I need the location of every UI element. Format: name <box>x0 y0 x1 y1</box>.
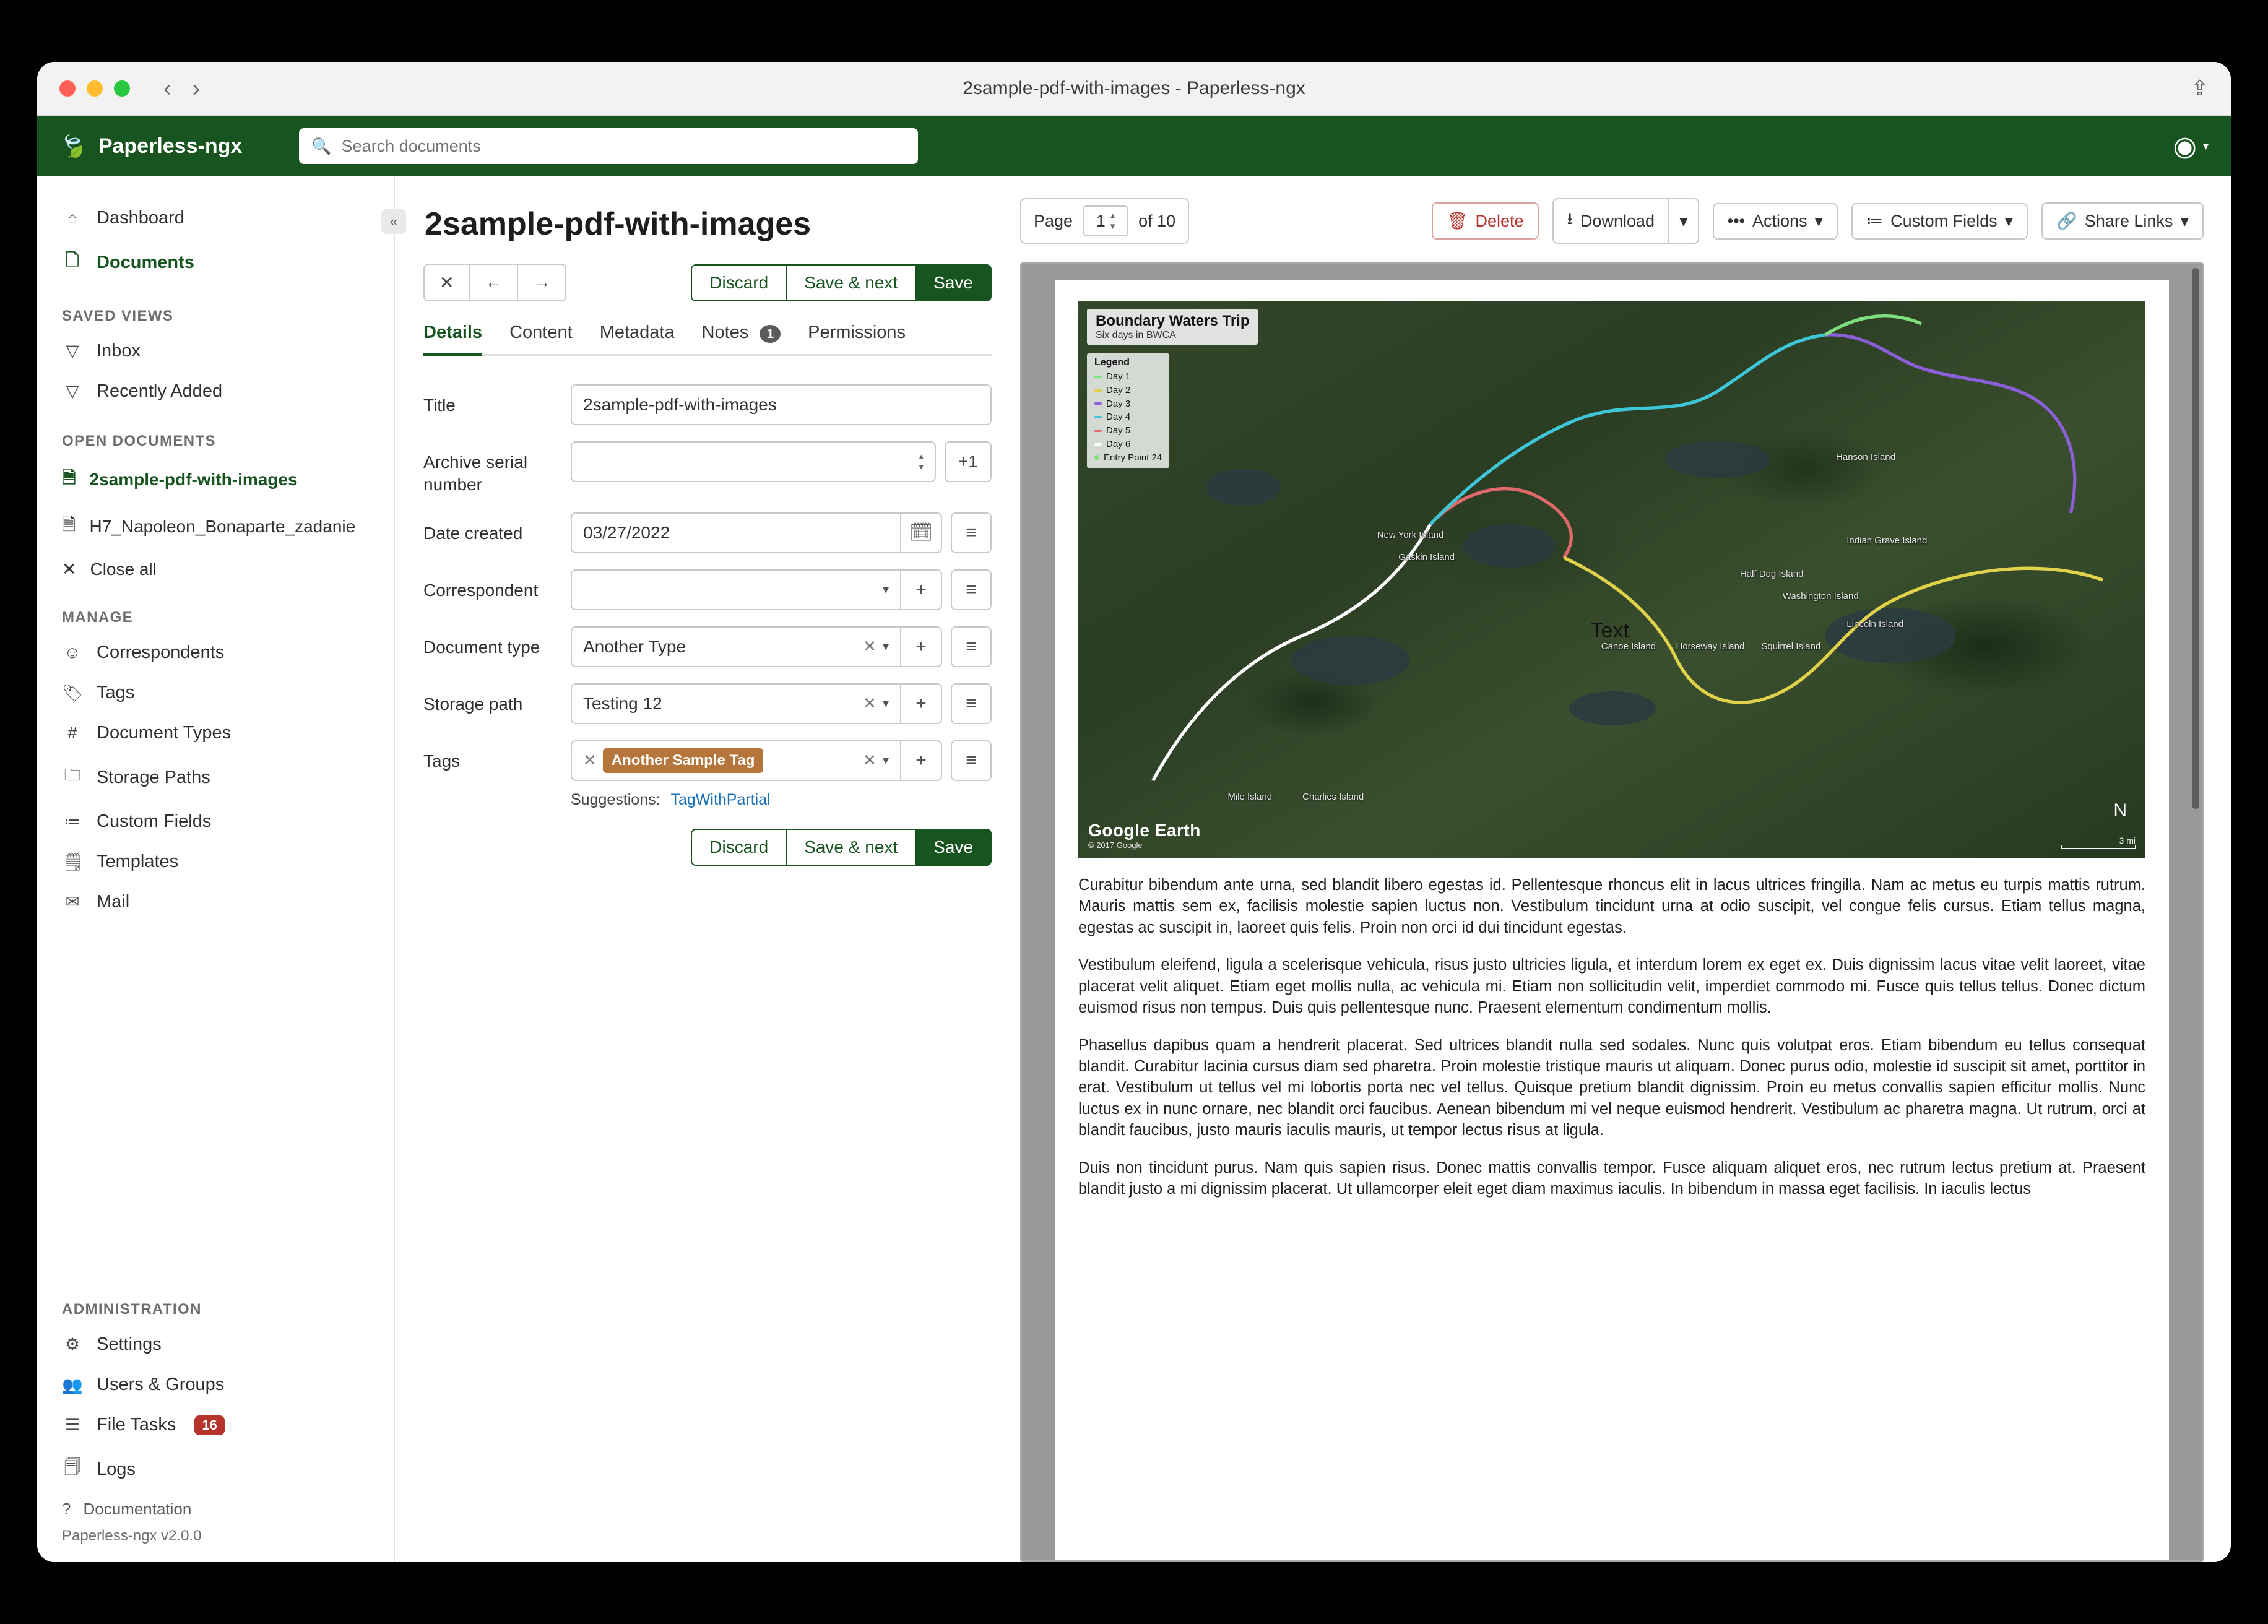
delete-label: Delete <box>1475 211 1524 230</box>
sidebar-item-label: Recently Added <box>97 381 223 401</box>
storage-path-value: Testing 12 <box>583 693 662 713</box>
sidebar-spacer <box>37 922 394 1280</box>
add-tag-button[interactable]: + <box>901 740 942 781</box>
search-box[interactable] <box>299 128 918 164</box>
add-correspondent-button[interactable]: + <box>901 569 942 610</box>
tab-content[interactable] <box>509 322 573 354</box>
browser-navigation[interactable] <box>163 77 200 100</box>
discard-button-bottom[interactable]: Discard <box>691 829 787 866</box>
map-routes <box>1078 301 2145 858</box>
app-body <box>37 176 2231 1562</box>
avatar-icon: ◉ <box>2173 131 2197 162</box>
field-tags-row <box>423 740 992 781</box>
sidebar-item-label: Document Types <box>97 723 232 743</box>
clear-icon[interactable]: ✕ <box>863 694 876 713</box>
maximize-window-button[interactable] <box>114 80 130 97</box>
editor-toolbar <box>423 264 992 301</box>
sidebar-item-label: Correspondents <box>97 642 225 662</box>
sidebar-item-label: Templates <box>97 852 179 871</box>
logs-icon: 🗐 <box>64 1458 81 1476</box>
map-overlay-text: Text <box>1590 619 1629 642</box>
legend-item: Day 3 <box>1106 398 1131 409</box>
sidebar-item-inbox[interactable] <box>37 331 394 371</box>
sidebar-item-label: Tags <box>97 683 135 702</box>
asn-input[interactable] <box>571 441 936 482</box>
users-icon: 👥 <box>62 1375 83 1394</box>
tab-label: Permissions <box>808 322 906 342</box>
calendar-icon[interactable]: 🗓 <box>901 512 942 553</box>
map-subtitle: Six days in BWCA <box>1096 330 1176 340</box>
sidebar-item-label: Dashboard <box>97 208 184 228</box>
help-icon: ? <box>62 1500 71 1518</box>
add-storage-path-button[interactable]: + <box>901 683 942 724</box>
compass-icon: N <box>2113 800 2127 821</box>
sidebar-collapse-button[interactable]: « <box>381 209 406 234</box>
map-label: Half Dog Island <box>1739 569 1804 579</box>
sidebar-open-doc-label: 2sample-pdf-with-images <box>89 470 298 489</box>
pdf-scrollbar-thumb[interactable] <box>2192 268 2199 809</box>
tab-metadata[interactable] <box>600 322 675 354</box>
pdf-paragraph: Curabitur bibendum ante urna, sed blandit libero egestas id. Pellentesque rhoncus elit in lacus ultrices fringilla. Nam ac metus eu turpis mattis rutrum. Mauris mattis sem ex, facilisis molestie sapien luctus non. Vestibulum tincidunt urna at odio suscipit, vel congue felis cursus. Etiam tellus magna, egestas ac suscipit in, laoreet quis felis. Proin non orci id dui tincidunt egestas. <box>1078 876 2145 936</box>
tag-chip[interactable]: Another Sample Tag <box>603 748 764 773</box>
map-title: Boundary Waters Trip <box>1096 313 1250 329</box>
back-icon[interactable]: ‹ <box>163 76 171 102</box>
close-document-button[interactable]: ✕ <box>423 264 470 301</box>
sidebar-item-logs[interactable] <box>37 1445 394 1493</box>
field-storage-path-row <box>423 683 992 724</box>
download-label: Download <box>1580 211 1655 230</box>
page-navigator[interactable] <box>1020 198 1189 244</box>
tag-suggestions <box>571 791 992 809</box>
asn-stepper[interactable]: ▴ ▾ <box>919 451 924 472</box>
brand-label: Paperless-ngx <box>98 134 243 158</box>
map-label: Squirrel Island <box>1761 641 1821 652</box>
tab-details[interactable] <box>423 322 482 354</box>
sidebar-item-label: Documents <box>97 252 194 272</box>
actions-button[interactable] <box>1713 203 1838 240</box>
app-version: Paperless-ngx v2.0.0 <box>62 1527 202 1544</box>
discard-button[interactable]: Discard <box>691 264 787 301</box>
title-input[interactable] <box>571 384 992 425</box>
field-asn-label: Archive serial number <box>423 452 528 495</box>
tab-notes[interactable] <box>702 322 781 354</box>
tasks-icon: ☰ <box>64 1415 80 1434</box>
sidebar-item-label: Settings <box>97 1334 162 1354</box>
map-label: Lincoln Island <box>1846 619 1903 629</box>
map-image <box>1078 301 2145 858</box>
field-date-label: Date created <box>423 523 523 543</box>
sidebar-item-label: Logs <box>97 1459 136 1479</box>
map-scale <box>2061 836 2136 849</box>
tab-label: Notes <box>701 322 749 342</box>
file-icon: 🗎 <box>62 468 76 487</box>
asn-plus-one-button[interactable]: +1 <box>945 441 992 482</box>
clear-icon[interactable]: ✕ <box>863 751 876 770</box>
clear-icon[interactable]: ✕ <box>863 637 876 656</box>
pdf-paragraph: Phasellus dapibus quam a hendrerit placerat. Sed ultrices blandit nulla sed sodales. Nunc quis volutpat eros. Etiam bibendum eu tellus consequat blandit. Curabitur lacinia cursus diam sed pharetra. Proin molestie tristique mauris ut aliquam. Donec purus odio, molestie id suscipit sit amet, porttitor in erat. Vestibulum ut tellus vel mi lobortis porta nec vel tellus. Quisque pretium blandit dignissim. Proin eu metus convallis sapien efficitur mollis. Nunc luctus ex in nunc ornare, nec blandit orci faucibus. Aenean bibendum mi vel neque euismod hendrerit. Vestibulum ac pharetra magna. Ut rutrum, orci at blandit faucibus, justo mauris iaculis mauris, ut tempor lectus risus at ligula. <box>1078 1036 2145 1139</box>
editor-save-group-bottom <box>423 829 992 866</box>
sidebar-item-documentation[interactable] <box>37 1493 394 1522</box>
document-editor <box>395 176 1020 1562</box>
date-created-input[interactable] <box>571 512 901 553</box>
chevron-down-icon: ▾ <box>2202 139 2209 152</box>
actions-icon: ••• <box>1727 211 1745 230</box>
folder-icon: 🗀 <box>64 766 81 784</box>
map-label: Mile Island <box>1227 792 1273 802</box>
sidebar-item-label: File Tasks <box>97 1415 176 1435</box>
title-bar <box>37 62 2231 116</box>
download-button[interactable] <box>1552 198 1670 244</box>
sidebar-item-settings[interactable] <box>37 1324 394 1365</box>
filter-icon: ▽ <box>66 342 79 360</box>
correspondent-select[interactable] <box>571 569 901 610</box>
previous-document-button[interactable]: ← <box>470 264 518 301</box>
save-and-next-button[interactable]: Save & next <box>787 264 916 301</box>
link-icon: 🔗 <box>2056 212 2077 230</box>
map-scale-label: 3 mi <box>2119 836 2136 845</box>
map-label: Horseway Island <box>1676 641 1745 652</box>
close-window-button[interactable] <box>59 80 76 97</box>
delete-button[interactable] <box>1432 202 1538 240</box>
map-label: Gaskin Island <box>1398 552 1455 563</box>
sidebar-item-label: Storage Paths <box>97 767 210 787</box>
sidebar-item-storage-paths[interactable] <box>37 753 394 801</box>
sidebar-open-doc-label: H7_Napoleon_Bonaparte_zadanie <box>89 517 356 536</box>
sidebar-item-label: Documentation <box>83 1500 192 1518</box>
chevron-down-icon: ▾ <box>882 583 889 597</box>
sidebar-close-all-label: Close all <box>90 559 157 579</box>
field-tags-label: Tags <box>423 751 461 771</box>
gear-icon: ⚙ <box>64 1335 80 1354</box>
page-input[interactable] <box>1083 205 1128 236</box>
forward-icon[interactable]: › <box>192 76 201 102</box>
sidebar-item-label: Users & Groups <box>97 1375 225 1394</box>
share-links-button[interactable] <box>2041 202 2204 240</box>
sidebar-item-document-types[interactable] <box>37 713 394 753</box>
storage-path-select[interactable] <box>571 683 901 724</box>
map-copyright: © 2017 Google <box>1088 840 1143 850</box>
custom-fields-button[interactable] <box>1851 203 2028 240</box>
pdf-pane[interactable] <box>1020 262 2204 1562</box>
sidebar-open-doc-2[interactable] <box>37 503 394 550</box>
sidebar-section-administration: ADMINISTRATION <box>62 1301 202 1318</box>
tags-filter-icon[interactable]: ≡ <box>951 740 992 781</box>
download-icon: ⭳ <box>1567 209 1573 228</box>
save-button[interactable]: Save <box>916 264 992 301</box>
document-type-select[interactable] <box>571 626 901 667</box>
page-label: Page <box>1034 211 1073 230</box>
pdf-scrollbar[interactable] <box>2192 268 2199 1557</box>
suggestions-label: Suggestions: <box>571 790 660 808</box>
sidebar-item-recently-added[interactable] <box>37 371 394 412</box>
person-icon: ☺ <box>64 643 81 662</box>
chevron-down-icon: ▾ <box>1679 211 1688 230</box>
save-and-next-button-bottom[interactable]: Save & next <box>787 829 916 866</box>
window-controls[interactable] <box>59 80 130 97</box>
sidebar-item-documents[interactable] <box>37 238 394 287</box>
minimize-window-button[interactable] <box>87 80 103 97</box>
brand[interactable] <box>56 129 243 163</box>
editor-tabs <box>423 322 992 356</box>
chevron-down-icon: ▾ <box>882 754 889 768</box>
legend-item: Day 2 <box>1106 384 1131 395</box>
map-label: Indian Grave Island <box>1846 535 1928 546</box>
field-title-label: Title <box>423 395 456 415</box>
chevron-down-icon: ▾ <box>2180 211 2189 230</box>
editor-nav-group <box>423 264 566 301</box>
sidebar-section-manage: MANAGE <box>62 609 134 626</box>
leaf-icon: 🍃 <box>56 129 91 163</box>
document-viewer <box>1020 176 2231 1562</box>
next-document-button[interactable]: → <box>518 264 566 301</box>
field-correspondent-label: Correspondent <box>423 580 539 600</box>
sidebar-open-doc-1[interactable] <box>37 456 394 503</box>
tag-icon: 🏷 <box>62 683 84 702</box>
field-correspondent-row <box>423 569 992 610</box>
sidebar-section-saved-views: SAVED VIEWS <box>62 308 174 324</box>
tab-label: Content <box>509 322 573 342</box>
trash-icon: 🗑 <box>1447 212 1468 230</box>
document-type-filter-icon[interactable]: ≡ <box>951 626 992 667</box>
file-icon: 🗎 <box>62 515 76 534</box>
legend-item: Entry Point 24 <box>1104 452 1162 463</box>
mail-icon: ✉ <box>65 892 80 911</box>
app-window <box>37 62 2231 1562</box>
map-label: New York Island <box>1377 530 1444 540</box>
actions-label: Actions <box>1752 211 1807 230</box>
page-total-label: of 10 <box>1138 211 1176 230</box>
legend-item: Day 6 <box>1106 438 1131 449</box>
correspondent-filter-icon[interactable]: ≡ <box>951 569 992 610</box>
sidebar-item-mail[interactable] <box>37 882 394 922</box>
close-icon: ✕ <box>62 559 77 579</box>
search-icon: 🔍 <box>311 136 332 155</box>
pdf-paragraph: Duis non tincidunt purus. Nam quis sapien risus. Donec mattis convallis tempor. Fusce aliquam aliquet eros, nec rutrum lectus pretium at. Praesent blandit justo a mi dignissim placerat. Ut ullamcorper eleit eget diam maximus iaculis. In bibendum in massa eget facilisis. In iaculis lectus <box>1078 1159 2145 1198</box>
sidebar-item-label: Inbox <box>97 341 141 361</box>
main-content <box>395 176 2231 1562</box>
sidebar-item-custom-fields[interactable] <box>37 801 394 842</box>
user-menu[interactable] <box>2173 131 2209 162</box>
pdf-paragraph: Vestibulum eleifend, ligula a scelerisque vehicula, risus justo ultricies ligula, et interdum lorem ex eget ex. Duis dignissim lacus vitae velit laoreet, vitae placerat velit aliquet. Etiam eget mollis nulla, ac vehicula mi. Etiam non sollicitudin velit, imperdiet commodo mi. Fusce quis tellus tellus. Donec dictum euismod risus non tempus. Duis quis pellentesque nunc. Praesent elementum condimentum mollis. <box>1078 956 2145 1017</box>
viewer-toolbar <box>1020 198 2204 244</box>
title-value: 2sample-pdf-with-images <box>583 395 777 414</box>
sidebar-item-label: Custom Fields <box>97 811 212 831</box>
sidebar-item-file-tasks[interactable] <box>37 1405 394 1445</box>
sidebar-item-label: Mail <box>97 892 130 912</box>
field-title-row <box>423 384 992 425</box>
save-button-bottom[interactable]: Save <box>916 829 992 866</box>
date-filter-icon[interactable]: ≡ <box>951 512 992 553</box>
date-created-value: 03/27/2022 <box>583 522 670 542</box>
sidebar-item-templates[interactable] <box>37 842 394 882</box>
custom-fields-label: Custom Fields <box>1890 211 1997 230</box>
page-stepper[interactable]: ▴ ▾ <box>1110 210 1115 231</box>
legend-title: Legend <box>1094 357 1130 368</box>
sidebar-close-all[interactable] <box>37 550 394 588</box>
sidebar-item-correspondents[interactable] <box>37 633 394 673</box>
sidebar <box>37 176 398 1562</box>
pdf-page <box>1055 280 2169 1560</box>
sidebar-item-dashboard[interactable] <box>37 198 394 238</box>
map-label: Charlies Island <box>1302 792 1364 802</box>
search-input[interactable] <box>340 136 906 157</box>
file-tasks-badge: 16 <box>194 1415 224 1435</box>
sidebar-section-open-documents: OPEN DOCUMENTS <box>62 433 216 449</box>
share-icon[interactable]: ⇪ <box>2191 77 2209 100</box>
legend-item: Day 5 <box>1106 425 1131 436</box>
tags-select[interactable] <box>571 740 901 781</box>
remove-tag-icon[interactable]: ✕ <box>583 751 597 770</box>
suggestion-link[interactable]: TagWithPartial <box>670 790 771 808</box>
notes-count-badge: 1 <box>760 325 781 343</box>
chevron-down-icon: ▾ <box>1814 211 1824 230</box>
map-title-box <box>1087 309 1258 345</box>
editor-save-group-top <box>691 264 992 301</box>
map-brand: Google Earth <box>1088 821 1201 840</box>
list-icon: ≔ <box>64 812 81 831</box>
chevron-down-icon: ▾ <box>882 640 889 654</box>
chevron-down-icon: ▾ <box>882 697 889 711</box>
documents-icon: 🗋 <box>66 251 79 269</box>
legend-item: Day 4 <box>1106 412 1131 423</box>
field-document-type-label: Document type <box>423 637 540 657</box>
map-legend <box>1087 353 1169 468</box>
google-earth-branding <box>1088 821 1201 850</box>
page-title: 2sample-pdf-with-images <box>425 206 812 242</box>
page-value: 1 <box>1096 211 1106 230</box>
field-asn-row <box>423 441 992 496</box>
field-date-row <box>423 512 992 553</box>
field-document-type-row <box>423 626 992 667</box>
field-storage-path-label: Storage path <box>423 694 523 714</box>
window-title: 2sample-pdf-with-images - Paperless-ngx <box>963 78 1305 98</box>
sidebar-item-tags[interactable] <box>37 673 394 713</box>
tab-label: Metadata <box>599 322 675 342</box>
sidebar-item-users-groups[interactable] <box>37 1365 394 1405</box>
custom-fields-icon: ≔ <box>1866 211 1884 230</box>
tab-permissions[interactable] <box>808 322 906 354</box>
legend-item: Day 1 <box>1106 371 1131 382</box>
template-icon: 🗒 <box>62 852 84 871</box>
share-links-label: Share Links <box>2084 211 2173 230</box>
app-header <box>37 116 2231 176</box>
storage-path-filter-icon[interactable]: ≡ <box>951 683 992 724</box>
download-dropdown-button[interactable] <box>1669 198 1699 244</box>
home-icon: ⌂ <box>67 209 78 227</box>
chevron-down-icon: ▾ <box>2004 211 2014 230</box>
map-label: Canoe Island <box>1601 641 1656 652</box>
map-label: Hanson Island <box>1836 452 1895 462</box>
add-document-type-button[interactable]: + <box>901 626 942 667</box>
hash-icon: # <box>67 723 77 742</box>
tab-label: Details <box>423 322 483 342</box>
map-label: Washington Island <box>1782 591 1859 602</box>
filter-icon: ▽ <box>66 382 79 400</box>
document-type-value: Another Type <box>583 636 686 656</box>
